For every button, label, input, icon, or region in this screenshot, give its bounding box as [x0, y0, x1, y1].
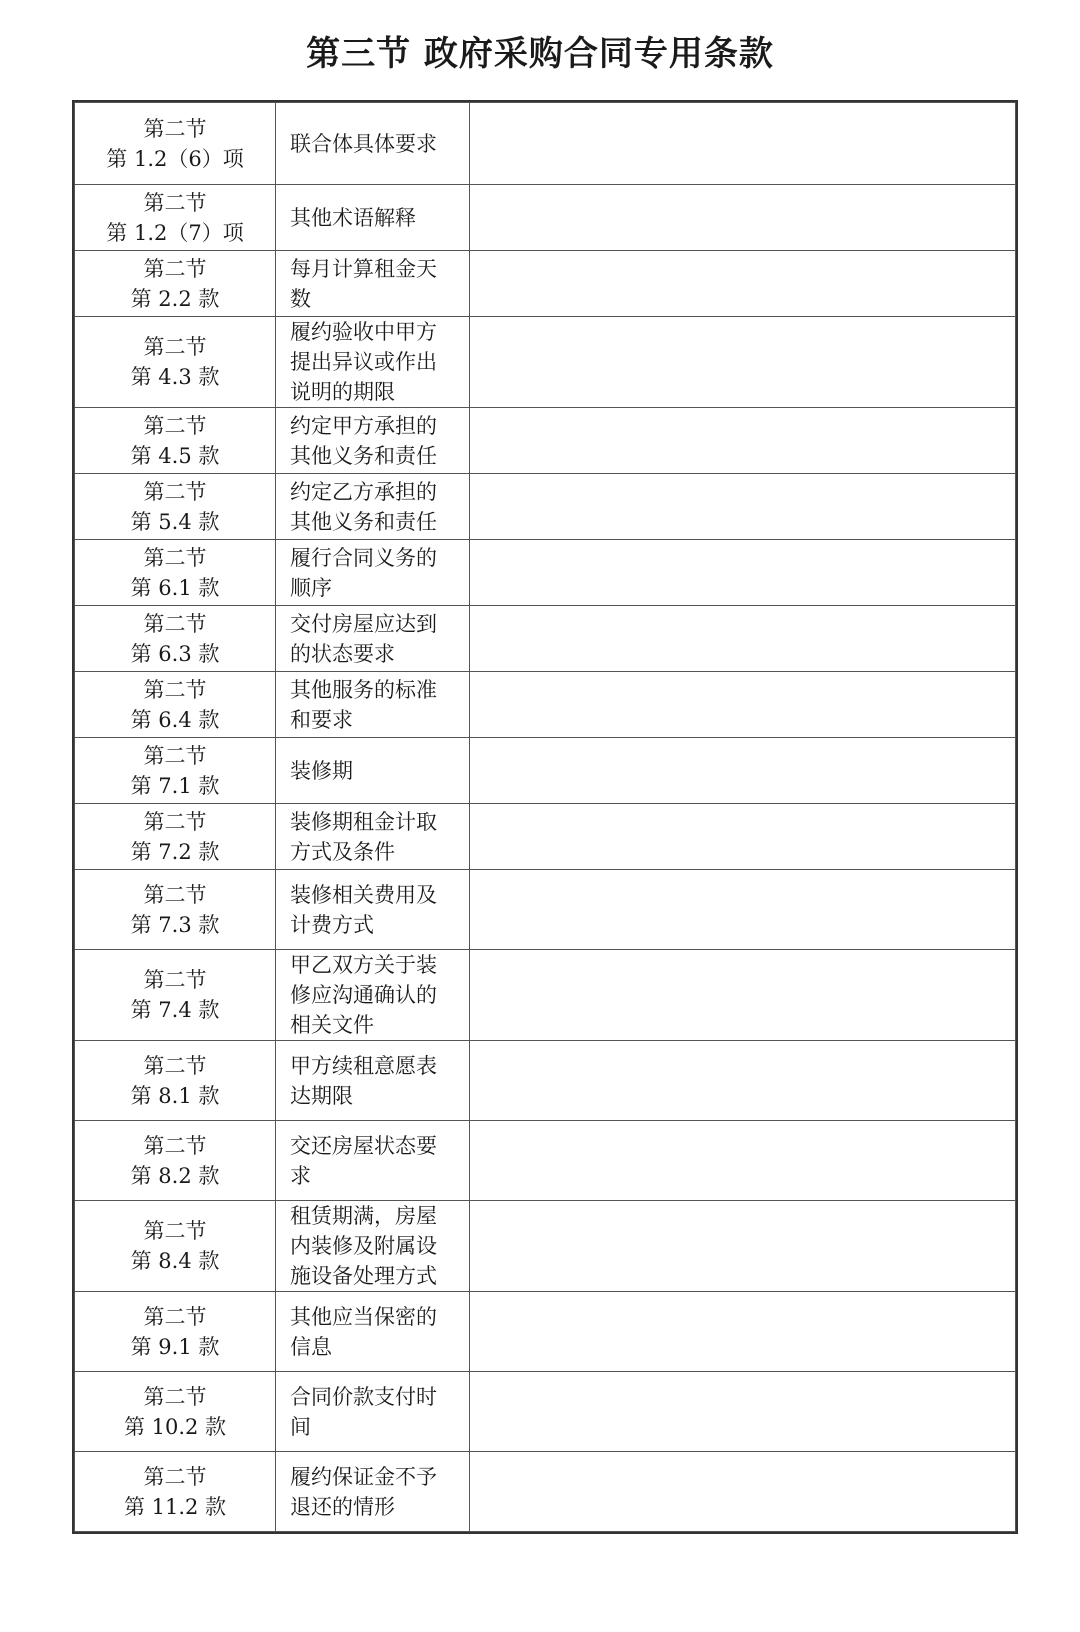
- clause-label: 第 8.4 款: [130, 1249, 220, 1273]
- section-label: 第二节: [143, 545, 207, 570]
- section-label: 第二节: [143, 1133, 207, 1158]
- term-content-cell: [470, 251, 1016, 317]
- clause-reference-cell: [75, 540, 276, 606]
- clause-reference-cell: [75, 950, 276, 1041]
- table-body: [75, 103, 1016, 1532]
- term-item-cell: 其他服务的标准和要求: [276, 672, 470, 738]
- clause-label: 第 7.4 款: [130, 998, 220, 1022]
- page-title: 第三节 政府采购合同专用条款: [306, 34, 774, 74]
- clause-reference-cell: [75, 185, 276, 251]
- clause-label: 第 4.5 款: [130, 443, 220, 468]
- clause-reference-cell: [75, 804, 276, 870]
- term-content-cell: [470, 1201, 1016, 1292]
- term-content-cell: [470, 103, 1016, 185]
- table-row: [75, 540, 1016, 606]
- section-label: 第二节: [143, 190, 207, 215]
- term-item-cell: 履约验收中甲方提出异议或作出说明的期限: [276, 317, 470, 408]
- term-content-cell: [470, 1041, 1016, 1121]
- clause-label: 第 6.1 款: [130, 575, 220, 600]
- term-content-cell: [470, 317, 1016, 408]
- table-row: [75, 1292, 1016, 1372]
- term-content-cell: [470, 185, 1016, 251]
- table-row: [75, 474, 1016, 540]
- clause-reference-cell: [75, 672, 276, 738]
- table-row: [75, 1372, 1016, 1452]
- term-item-cell: 履行合同义务的顺序: [276, 540, 470, 606]
- clause-label: 第 4.3 款: [130, 365, 220, 389]
- term-content-cell: [470, 1121, 1016, 1201]
- term-content-cell: [470, 1452, 1016, 1532]
- table-row: [75, 1201, 1016, 1292]
- table-row: [75, 870, 1016, 950]
- clause-reference-cell: [75, 103, 276, 185]
- clause-reference-cell: [75, 1292, 276, 1372]
- section-label: 第二节: [143, 677, 207, 702]
- clause-label: 第 6.3 款: [130, 641, 220, 666]
- term-content-cell: [470, 804, 1016, 870]
- section-label: 第二节: [143, 1304, 207, 1329]
- clause-reference-cell: [75, 474, 276, 540]
- term-item-cell: 其他应当保密的信息: [276, 1292, 470, 1372]
- table-row: [75, 251, 1016, 317]
- clause-label: 第 7.3 款: [130, 912, 220, 937]
- clause-reference-cell: [75, 1372, 276, 1452]
- term-item-cell: 甲方续租意愿表达期限: [276, 1041, 470, 1121]
- clause-label: 第 6.4 款: [130, 707, 220, 732]
- clause-reference-cell: [75, 1452, 276, 1532]
- clause-label: 第 8.2 款: [130, 1163, 220, 1188]
- section-label: 第二节: [143, 809, 207, 834]
- clause-reference-cell: [75, 1041, 276, 1121]
- table-row: [75, 738, 1016, 804]
- clause-label: 第 2.2 款: [130, 286, 220, 311]
- table-row: [75, 1452, 1016, 1532]
- term-item-cell: 履约保证金不予退还的情形: [276, 1452, 470, 1532]
- section-label: 第二节: [143, 479, 207, 504]
- clause-reference-cell: [75, 317, 276, 408]
- section-label: 第二节: [143, 743, 207, 768]
- section-label: 第二节: [143, 611, 207, 636]
- table-row: [75, 317, 1016, 408]
- clause-reference-cell: [75, 606, 276, 672]
- special-terms-table: [72, 100, 1018, 1534]
- clause-label: 第 11.2 款: [123, 1494, 227, 1519]
- table-row: [75, 185, 1016, 251]
- term-item-cell: 其他术语解释: [276, 185, 470, 251]
- section-label: 第二节: [143, 1384, 207, 1409]
- term-content-cell: [470, 870, 1016, 950]
- term-content-cell: [470, 950, 1016, 1041]
- term-item-cell: 联合体具体要求: [276, 103, 470, 185]
- term-item-cell: 合同价款支付时间: [276, 1372, 470, 1452]
- section-label: 第二节: [143, 335, 207, 359]
- term-item-cell: 约定甲方承担的其他义务和责任: [276, 408, 470, 474]
- table-row: [75, 103, 1016, 185]
- table-row: [75, 804, 1016, 870]
- term-item-cell: 租赁期满，房屋内装修及附属设施设备处理方式: [276, 1201, 470, 1292]
- term-content-cell: [470, 672, 1016, 738]
- section-label: 第二节: [143, 1464, 207, 1489]
- term-item-cell: 每月计算租金天数: [276, 251, 470, 317]
- term-item-cell: 装修相关费用及计费方式: [276, 870, 470, 950]
- section-label: 第二节: [143, 256, 207, 281]
- section-label: 第二节: [143, 1219, 207, 1243]
- section-label: 第二节: [143, 882, 207, 907]
- section-label: 第二节: [143, 1053, 207, 1078]
- term-content-cell: [470, 738, 1016, 804]
- term-item-cell: 装修期租金计取方式及条件: [276, 804, 470, 870]
- clause-reference-cell: [75, 251, 276, 317]
- clause-label: 第 1.2（6）项: [106, 146, 244, 171]
- clause-label: 第 8.1 款: [130, 1083, 220, 1108]
- table-row: [75, 672, 1016, 738]
- clause-reference-cell: [75, 408, 276, 474]
- clause-label: 第 9.1 款: [130, 1334, 220, 1359]
- table-row: [75, 1041, 1016, 1121]
- table-row: [75, 408, 1016, 474]
- section-label: 第二节: [143, 413, 207, 438]
- table-row: [75, 606, 1016, 672]
- clause-label: 第 7.1 款: [130, 773, 220, 798]
- term-content-cell: [470, 474, 1016, 540]
- term-item-cell: 交还房屋状态要求: [276, 1121, 470, 1201]
- term-item-cell: 约定乙方承担的其他义务和责任: [276, 474, 470, 540]
- clause-reference-cell: [75, 1121, 276, 1201]
- term-item-cell: 装修期: [276, 738, 470, 804]
- clause-label: 第 5.4 款: [130, 509, 220, 534]
- table-row: [75, 950, 1016, 1041]
- term-item-cell: 交付房屋应达到的状态要求: [276, 606, 470, 672]
- clause-label: 第 10.2 款: [123, 1414, 227, 1439]
- term-content-cell: [470, 1372, 1016, 1452]
- term-content-cell: [470, 606, 1016, 672]
- clause-reference-cell: [75, 870, 276, 950]
- section-label: 第二节: [143, 116, 207, 141]
- clause-label: 第 1.2（7）项: [106, 220, 244, 245]
- term-content-cell: [470, 408, 1016, 474]
- term-content-cell: [470, 1292, 1016, 1372]
- clause-reference-cell: [75, 738, 276, 804]
- section-label: 第二节: [143, 968, 207, 992]
- clause-label: 第 7.2 款: [130, 839, 220, 864]
- term-item-cell: 甲乙双方关于装修应沟通确认的相关文件: [276, 950, 470, 1041]
- table-row: [75, 1121, 1016, 1201]
- term-content-cell: [470, 540, 1016, 606]
- clause-reference-cell: [75, 1201, 276, 1292]
